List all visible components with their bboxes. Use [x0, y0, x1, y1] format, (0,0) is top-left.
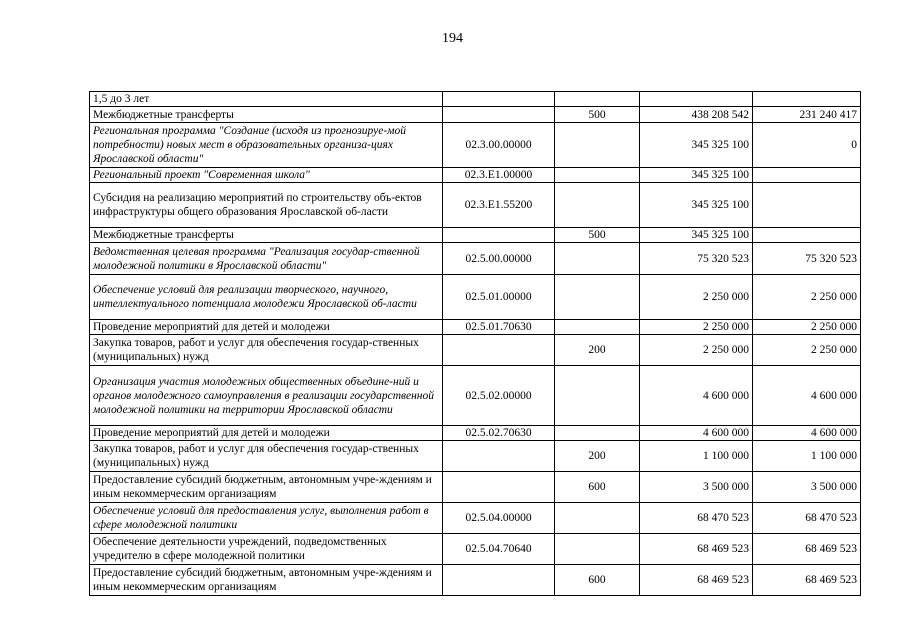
item-name-cell: Обеспечение условий для предоставления услуг, выполнения работ в сфере молодежной политики: [90, 503, 443, 534]
table-row: [90, 228, 861, 243]
expense-type-cell: 600: [555, 472, 640, 503]
amount-year2-cell: 2 250 000: [753, 320, 861, 335]
expense-type-cell: [555, 183, 640, 228]
item-name-cell: 1,5 до 3 лет: [90, 92, 443, 107]
target-article-cell: 02.5.02.70630: [443, 426, 555, 441]
expense-type-cell: 500: [555, 228, 640, 243]
item-name-cell: Проведение мероприятий для детей и молодежи: [90, 426, 443, 441]
expense-type-cell: 500: [555, 107, 640, 123]
expense-type-cell: [555, 92, 640, 107]
item-name-cell: Обеспечение условий для реализации творческого, научного, интеллектуального потенциала молодежи Ярославской об-ласти: [90, 275, 443, 320]
amount-year2-cell: 75 320 523: [753, 243, 861, 275]
table-row: [90, 426, 861, 441]
target-article-cell: 02.3.Е1.55200: [443, 183, 555, 228]
item-name-cell: Региональный проект "Современная школа": [90, 168, 443, 183]
amount-year2-cell: 4 600 000: [753, 366, 861, 426]
table-row: [90, 366, 861, 426]
target-article-cell: 02.3.00.00000: [443, 123, 555, 168]
item-name-cell: Закупка товаров, работ и услуг для обеспечения государ-ственных (муниципальных) нужд: [90, 441, 443, 472]
target-article-cell: 02.5.02.00000: [443, 366, 555, 426]
amount-year2-cell: 2 250 000: [753, 335, 861, 366]
amount-year2-cell: 68 469 523: [753, 565, 861, 596]
amount-year2-cell: [753, 228, 861, 243]
amount-year2-cell: 231 240 417: [753, 107, 861, 123]
table-row: [90, 92, 861, 107]
amount-year2-cell: 4 600 000: [753, 426, 861, 441]
page-number: 194: [442, 31, 463, 46]
table-row: [90, 168, 861, 183]
expense-type-cell: [555, 426, 640, 441]
item-name-cell: Проведение мероприятий для детей и молодежи: [90, 320, 443, 335]
amount-year2-cell: 1 100 000: [753, 441, 861, 472]
expense-type-cell: [555, 320, 640, 335]
table-row: [90, 123, 861, 168]
amount-year1-cell: 438 208 542: [640, 107, 753, 123]
table-row: [90, 183, 861, 228]
item-name-cell: Организация участия молодежных общественных объедине-ний и органов молодежного самоуправления в реализации государственной молодежной политики на территории Ярославской области: [90, 366, 443, 426]
amount-year1-cell: 2 250 000: [640, 335, 753, 366]
amount-year1-cell: 68 470 523: [640, 503, 753, 534]
target-article-cell: [443, 335, 555, 366]
amount-year2-cell: 3 500 000: [753, 472, 861, 503]
item-name-cell: Обеспечение деятельности учреждений, подведомственных учредителю в сфере молодежной политики: [90, 534, 443, 565]
amount-year1-cell: 345 325 100: [640, 168, 753, 183]
expense-type-cell: [555, 534, 640, 565]
target-article-cell: 02.5.01.00000: [443, 275, 555, 320]
target-article-cell: [443, 472, 555, 503]
table-row: [90, 503, 861, 534]
amount-year1-cell: 68 469 523: [640, 565, 753, 596]
amount-year1-cell: 68 469 523: [640, 534, 753, 565]
amount-year2-cell: 2 250 000: [753, 275, 861, 320]
expense-type-cell: [555, 275, 640, 320]
table-row: [90, 107, 861, 123]
amount-year1-cell: 2 250 000: [640, 275, 753, 320]
target-article-cell: [443, 228, 555, 243]
amount-year1-cell: 75 320 523: [640, 243, 753, 275]
expense-type-cell: 600: [555, 565, 640, 596]
item-name-cell: Предоставление субсидий бюджетным, автономным учре-ждениям и иным некоммерческим организациям: [90, 565, 443, 596]
item-name-cell: Межбюджетные трансферты: [90, 107, 443, 123]
item-name-cell: Ведомственная целевая программа "Реализация государ-ственной молодежной политики в Ярославской области": [90, 243, 443, 275]
target-article-cell: [443, 441, 555, 472]
item-name-cell: Предоставление субсидий бюджетным, автономным учре-ждениям и иным некоммерческим организациям: [90, 472, 443, 503]
expense-type-cell: [555, 243, 640, 275]
expense-type-cell: [555, 366, 640, 426]
amount-year1-cell: 345 325 100: [640, 183, 753, 228]
target-article-cell: [443, 107, 555, 123]
amount-year2-cell: 68 470 523: [753, 503, 861, 534]
table-row: [90, 472, 861, 503]
target-article-cell: 02.5.04.00000: [443, 503, 555, 534]
target-article-cell: 02.3.Е1.00000: [443, 168, 555, 183]
amount-year1-cell: 3 500 000: [640, 472, 753, 503]
amount-year1-cell: 345 325 100: [640, 123, 753, 168]
target-article-cell: 02.5.00.00000: [443, 243, 555, 275]
target-article-cell: [443, 92, 555, 107]
amount-year2-cell: 0: [753, 123, 861, 168]
amount-year2-cell: [753, 183, 861, 228]
amount-year1-cell: 4 600 000: [640, 366, 753, 426]
amount-year1-cell: 345 325 100: [640, 228, 753, 243]
table-row: [90, 534, 861, 565]
target-article-cell: 02.5.01.70630: [443, 320, 555, 335]
amount-year2-cell: [753, 168, 861, 183]
item-name-cell: Закупка товаров, работ и услуг для обеспечения государ-ственных (муниципальных) нужд: [90, 335, 443, 366]
item-name-cell: Межбюджетные трансферты: [90, 228, 443, 243]
table-row: [90, 275, 861, 320]
item-name-cell: Субсидия на реализацию мероприятий по строительству объ-ектов инфраструктуры общего образования Ярославской об-ласти: [90, 183, 443, 228]
amount-year2-cell: 68 469 523: [753, 534, 861, 565]
expense-type-cell: [555, 503, 640, 534]
item-name-cell: Региональная программа "Создание (исходя из прогнозируе-мой потребности) новых мест в образовательных организа-циях Ярославской области": [90, 123, 443, 168]
expense-type-cell: [555, 168, 640, 183]
table-row: [90, 335, 861, 366]
table-row: [90, 565, 861, 596]
table-row: [90, 441, 861, 472]
target-article-cell: 02.5.04.70640: [443, 534, 555, 565]
amount-year1-cell: [640, 92, 753, 107]
amount-year2-cell: [753, 92, 861, 107]
amount-year1-cell: 1 100 000: [640, 441, 753, 472]
amount-year1-cell: 2 250 000: [640, 320, 753, 335]
amount-year1-cell: 4 600 000: [640, 426, 753, 441]
table-row: [90, 243, 861, 275]
table-row: [90, 320, 861, 335]
expense-type-cell: [555, 123, 640, 168]
expense-type-cell: 200: [555, 335, 640, 366]
target-article-cell: [443, 565, 555, 596]
budget-table: [89, 91, 861, 596]
table-body: [90, 92, 861, 596]
expense-type-cell: 200: [555, 441, 640, 472]
